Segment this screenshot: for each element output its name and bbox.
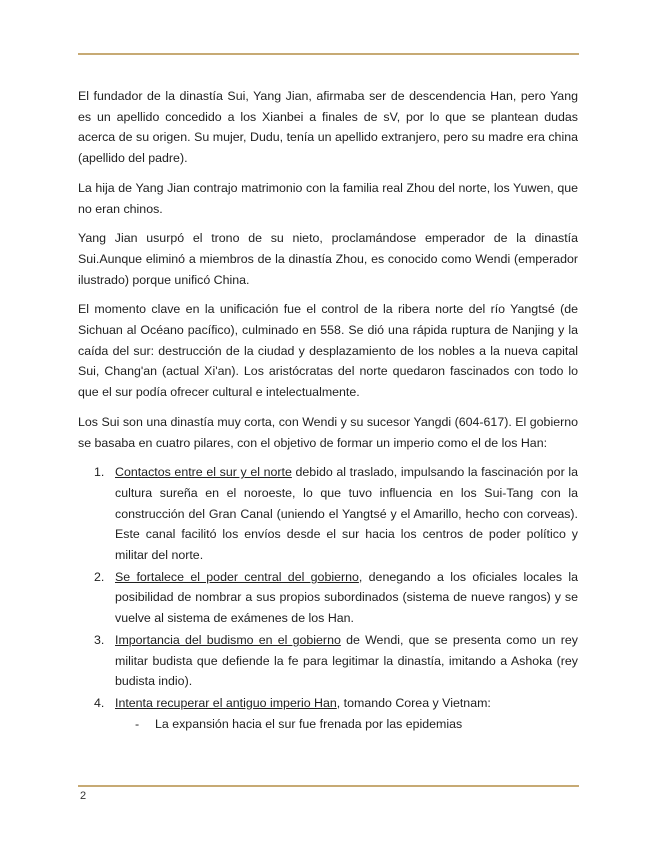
paragraph: Los Sui son una dinastía muy corta, con Wendi y su sucesor Yangdi (604-617). El gobierno se basaba en cuatro pilares, con el objetivo de formar un imperio como el de los Han: (78, 414, 578, 450)
page-body (78, 86, 578, 735)
sub-list-item (115, 714, 578, 735)
list-text: debido al traslado, impulsando la fascinación por la cultura sureña en el noroeste, lo que tuvo influencia en los Sui-Tang con la construcción del Gran Canal (uniendo el Yangtsé y el Amarillo, hecho con corveas). Este canal facilitó los envíos desde el sur hacia los centros de poder político y militar del norte. (115, 465, 578, 563)
paragraph: El fundador de la dinastía Sui, Yang Jian, afirmaba ser de descendencia Han, pero Yang es un apellido concedido a los Xianbei a finales de sV, por lo que se plantean dudas acerca de su origen. Su mujer, Dudu, tenía un apellido extranjero, pero su madre era china (apellido del padre). (78, 89, 578, 166)
sub-list (115, 714, 578, 735)
list-heading: Importancia del budismo en el gobierno (115, 632, 341, 647)
list-number: 3. (94, 632, 105, 647)
list-text: , denegando a los oficiales locales la posibilidad de nombrar a sus propios subordinados (sistema de nueve rangos) y se vuelve al sistema de exámenes de los Han. (115, 569, 579, 626)
list-number: 2. (94, 569, 105, 584)
list-item (78, 693, 578, 734)
pillars-list (78, 462, 578, 734)
dash-bullet: - (135, 716, 140, 731)
sub-list-text: La expansión hacia el sur fue frenada por las epidemias (155, 716, 463, 731)
list-item (78, 462, 578, 566)
page-number: 2 (80, 790, 87, 802)
list-heading: Contactos entre el sur y el norte (115, 465, 292, 480)
paragraph: Yang Jian usurpó el trono de su nieto, proclamándose emperador de la dinastía Sui.Aunque eliminó a miembros de la dinastía Zhou, es conocido como Wendi (emperador ilustrado) porque unificó China. (78, 231, 578, 287)
list-number: 4. (94, 695, 105, 710)
list-text: , tomando Corea y Vietnam: (336, 695, 491, 710)
list-item (78, 630, 578, 692)
list-item (78, 567, 578, 629)
paragraph: La hija de Yang Jian contrajo matrimonio con la familia real Zhou del norte, los Yuwen, que no eran chinos. (78, 180, 578, 216)
list-text: de Wendi, que se presenta como un rey militar budista que defiende la fe para legitimar la dinastía, imitando a Ashoka (rey budista indio). (115, 632, 578, 689)
list-number: 1. (94, 465, 105, 480)
list-heading: Se fortalece el poder central del gobierno (115, 569, 359, 584)
paragraph: El momento clave en la unificación fue el control de la ribera norte del río Yangtsé (de Sichuan al Océano pacífico), culminado en 558. Se dió una rápida ruptura de Nanjing y la caída del sur: destrucción de la ciudad y desplazamiento de los nobles a la nueva capital Sui, Chang'an (actual Xi'an). Los aristócratas del norte quedaron fascinados con todo lo que el sur podía ofrecer cultural e intelectualmente. (78, 302, 578, 400)
header-rule (78, 53, 579, 55)
list-heading: Intenta recuperar el antiguo imperio Han (115, 695, 337, 710)
footer-rule (78, 785, 579, 787)
